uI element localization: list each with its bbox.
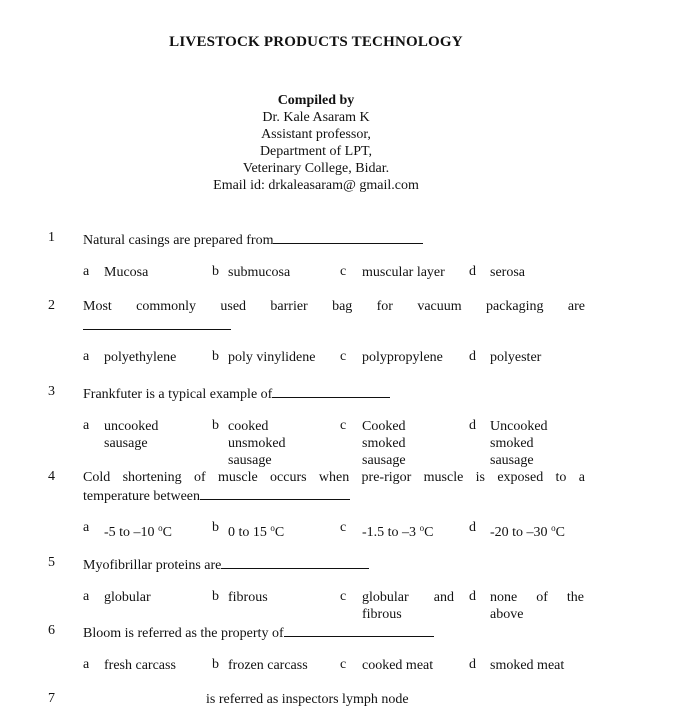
option-letter: b — [212, 589, 219, 604]
option-letter: d — [469, 589, 476, 604]
option-d: smoked meat — [490, 658, 565, 673]
question-text: is referred as inspectors lymph node — [206, 692, 409, 707]
option-a: polyethylene — [104, 350, 177, 365]
option-c: globular and fibrous — [362, 590, 454, 622]
option-letter: d — [469, 349, 476, 364]
question-number: 7 — [48, 691, 55, 706]
question-number: 6 — [48, 623, 55, 638]
degree-symbol: o — [270, 523, 275, 533]
temperature-value: -5 to –10 — [104, 525, 155, 540]
temperature-value: -20 to –30 — [490, 525, 548, 540]
option-letter: c — [340, 589, 347, 604]
option-letter: b — [212, 657, 219, 672]
question-number: 5 — [48, 555, 55, 570]
option-a: uncooked sausage — [104, 419, 159, 451]
option-c: Cooked smoked sausage — [362, 419, 406, 468]
degree-symbol: o — [551, 523, 556, 533]
option-d — [490, 520, 565, 541]
question-text-content: temperature between — [83, 489, 200, 504]
temperature-unit: C — [162, 525, 172, 540]
option-b: fibrous — [228, 590, 268, 605]
option-letter: d — [469, 520, 476, 535]
answer-blank — [200, 486, 350, 500]
author-email: Email id: drkaleasaram@ gmail.com — [213, 178, 419, 193]
option-b: frozen carcass — [228, 658, 308, 673]
answer-blank — [221, 555, 369, 569]
temperature-unit: C — [274, 525, 285, 540]
option-d: none of the above — [490, 590, 584, 622]
option-d: serosa — [490, 265, 525, 280]
answer-blank — [273, 230, 423, 244]
author-designation: Assistant professor, — [261, 127, 371, 142]
question-text-content: Myofibrillar proteins are — [83, 558, 222, 573]
option-d: polyester — [490, 350, 542, 365]
option-letter: b — [212, 520, 219, 535]
option-letter: c — [340, 264, 347, 279]
option-letter: b — [212, 418, 219, 433]
temperature-unit: C — [424, 525, 434, 540]
option-letter: d — [469, 418, 476, 433]
question-text-line2 — [83, 486, 585, 505]
question-text — [83, 555, 585, 574]
option-a — [104, 520, 172, 541]
option-b: submucosa — [228, 265, 291, 280]
option-letter: c — [340, 418, 347, 433]
degree-symbol: o — [158, 523, 163, 533]
author-department: Department of LPT, — [259, 144, 373, 159]
question-text-content: Frankfuter is a typical example of — [83, 387, 273, 402]
option-b — [228, 520, 284, 541]
question-number: 3 — [48, 384, 55, 399]
option-c — [362, 520, 433, 541]
author-college: Veterinary College, Bidar. — [242, 161, 390, 176]
option-c: polypropylene — [362, 350, 443, 365]
answer-blank — [272, 384, 390, 398]
option-letter: a — [83, 264, 90, 279]
option-b: poly vinylidene — [228, 350, 316, 365]
option-letter: b — [212, 349, 219, 364]
compiled-by-heading: Compiled by — [277, 93, 355, 108]
temperature-unit: C — [555, 525, 565, 540]
question-text — [83, 384, 585, 403]
question-text-content: Bloom is referred as the property of — [83, 626, 284, 641]
question-text — [83, 230, 585, 249]
question-text-line1: Cold shortening of muscle occurs when pre-rigor muscle is exposed to a — [83, 470, 585, 485]
option-a: globular — [104, 590, 151, 605]
author-name: Dr. Kale Asaram K — [262, 110, 370, 125]
question-text-content: Natural casings are prepared from — [83, 233, 274, 248]
option-b: cooked unsmoked sausage — [228, 419, 286, 468]
option-letter: a — [83, 589, 90, 604]
option-letter: d — [469, 264, 476, 279]
option-d: Uncooked smoked sausage — [490, 419, 548, 468]
option-letter: c — [340, 349, 347, 364]
temperature-value: -1.5 to –3 — [362, 525, 417, 540]
option-c: cooked meat — [362, 658, 434, 673]
option-letter: a — [83, 657, 90, 672]
option-letter: d — [469, 657, 476, 672]
answer-blank — [284, 623, 434, 637]
option-letter: a — [83, 349, 90, 364]
degree-symbol: o — [419, 523, 425, 533]
option-c: muscular layer — [362, 265, 445, 280]
option-letter: c — [340, 657, 347, 672]
option-letter: b — [212, 264, 219, 279]
option-a: fresh carcass — [104, 658, 176, 673]
option-letter: a — [83, 520, 90, 535]
compiled-by-block — [0, 92, 632, 194]
question-number: 1 — [48, 230, 55, 245]
option-letter: a — [83, 418, 90, 433]
question-number: 4 — [48, 469, 55, 484]
option-letter: c — [340, 520, 347, 535]
question-text — [83, 623, 585, 642]
temperature-value: 0 to 15 — [228, 525, 267, 540]
answer-blank — [83, 329, 231, 330]
question-text: Most commonly used barrier bag for vacuum packaging are — [83, 299, 585, 314]
option-a: Mucosa — [104, 265, 149, 280]
question-number: 2 — [48, 298, 55, 313]
document-title: LIVESTOCK PRODUCTS TECHNOLOGY — [169, 34, 463, 50]
